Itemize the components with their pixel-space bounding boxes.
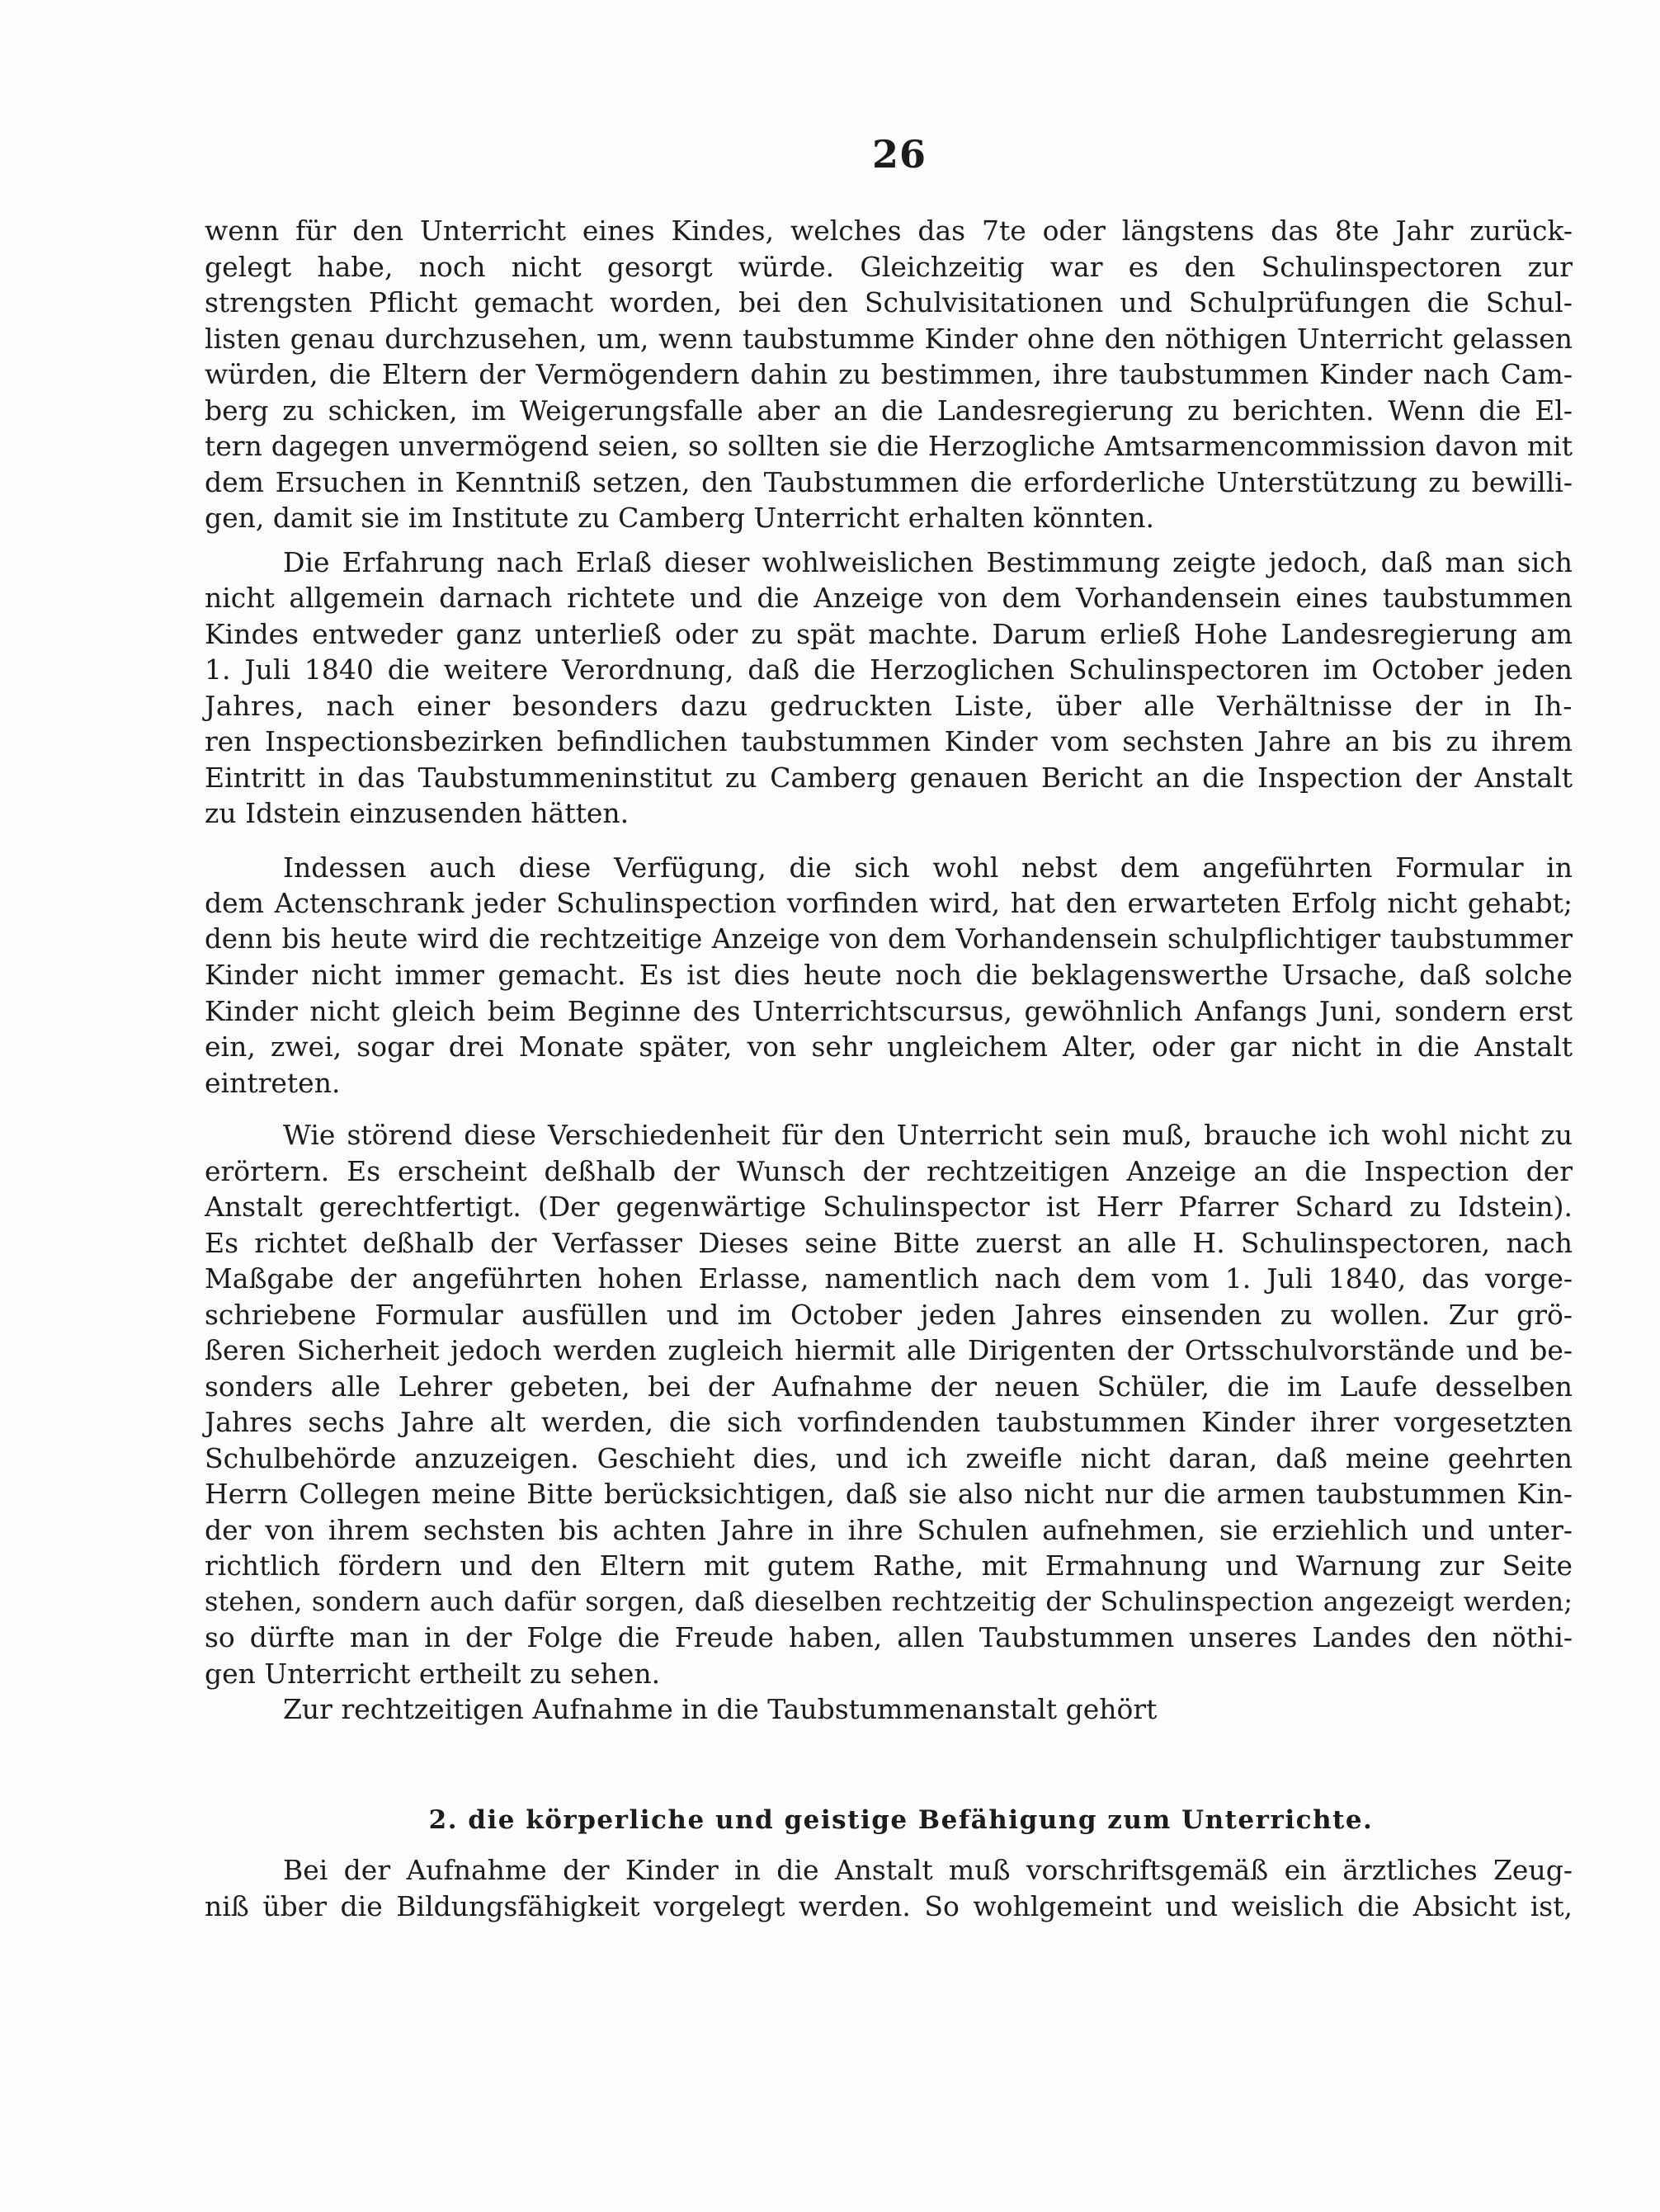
text-line: nicht allgemein darnach richtete und die Anzeige von dem Vorhandensein eines taubstummen	[205, 582, 1573, 614]
tail-paragraph	[205, 1852, 1573, 1924]
text-line: Maßgabe der angeführten hohen Erlasse, namentlich nach dem vom 1. Juli 1840, das vorge-	[205, 1262, 1573, 1295]
text-line: Kinder nicht immer gemacht. Es ist dies heute noch die beklagenswerthe Ursache, daß solche	[205, 959, 1573, 991]
text-line: Kindes entweder ganz unterließ oder zu spät machte. Darum erließ Hohe Landesregierung am	[205, 617, 1573, 650]
text-line: Wie störend diese Verschiedenheit für den Unterricht sein muß, brauche ich wohl nicht zu	[283, 1119, 1573, 1151]
paragraph-3	[205, 850, 1573, 1101]
paragraph-5	[205, 1691, 1573, 1728]
text-line: ren Inspectionsbezirken befindlichen taubstummen Kinder vom sechsten Jahre an bis zu ihrem	[205, 725, 1573, 757]
text-line: der von ihrem sechsten bis achten Jahre in ihre Schulen aufnehmen, sie erziehlich und unter-	[205, 1513, 1573, 1546]
text-line: denn bis heute wird die rechtzeitige Anzeige von dem Vorhandensein schulpflichtiger taubstummer	[205, 922, 1573, 955]
text-line: eintreten.	[205, 1066, 341, 1099]
text-line: Schulbehörde anzuzeigen. Geschieht dies, und ich zweifle nicht daran, daß meine geehrten	[205, 1441, 1573, 1474]
section-heading: 2. die körperliche und geistige Befähigung zum Unterrichte.	[428, 1805, 1374, 1835]
text-line: Kinder nicht gleich beim Beginne des Unterrichtscursus, gewöhnlich Anfangs Juni, sondern erst	[205, 994, 1573, 1027]
text-line: Bei der Aufnahme der Kinder in die Anstalt muß vorschriftsgemäß ein ärztliches Zeug-	[283, 1854, 1573, 1886]
text-line: erörtern. Es erscheint deßhalb der Wunsch der rechtzeitigen Anzeige an die Inspection der	[205, 1154, 1573, 1187]
text-line: tern dagegen unvermögend seien, so sollten sie die Herzogliche Amtsarmencommission davon mit	[205, 430, 1573, 462]
text-line: 1. Juli 1840 die weitere Verordnung, daß die Herzoglichen Schulinspectoren im October jeden	[205, 653, 1573, 686]
text-line: gelegt habe, noch nicht gesorgt würde. Gleichzeitig war es den Schulinspectoren zur	[205, 250, 1573, 283]
text-line: Jahres sechs Jahre alt werden, die sich vorfindenden taubstummen Kinder ihrer vorgesetzten	[205, 1406, 1573, 1438]
text-line: gen, damit sie im Institute zu Camberg Unterricht erhalten könnten.	[205, 502, 1155, 534]
text-line: sonders alle Lehrer gebeten, bei der Aufnahme der neuen Schüler, die im Laufe desselben	[205, 1370, 1573, 1403]
page-number: 26	[871, 132, 927, 177]
text-line: Anstalt gerechtfertigt. (Der gegenwärtige Schulinspector ist Herr Pfarrer Schard zu Idstein).	[205, 1191, 1573, 1223]
text-line: listen genau durchzusehen, um, wenn taubstumme Kinder ohne den nöthigen Unterricht gelassen	[205, 322, 1573, 355]
text-line: stehen, sondern auch dafür sorgen, daß dieselben rechtzeitig der Schulinspection angezeigt werden;	[205, 1585, 1573, 1617]
text-line: ein, zwei, sogar drei Monate später, von sehr ungleichem Alter, oder gar nicht in die Anstalt	[205, 1031, 1573, 1063]
paragraph-4	[205, 1117, 1573, 1691]
text-line: Die Erfahrung nach Erlaß dieser wohlweislichen Bestimmung zeigte jedoch, daß man sich	[283, 545, 1573, 578]
text-line: Eintritt in das Taubstummeninstitut zu Camberg genauen Bericht an die Inspection der Anstalt	[205, 761, 1573, 794]
text-line: Jahres, nach einer besonders dazu gedruckten Liste, über alle Verhältnisse der in Ih-	[205, 689, 1573, 722]
text-line: dem Actenschrank jeder Schulinspection vorfinden wird, hat den erwarteten Erfolg nicht gehabt;	[205, 887, 1573, 919]
text-line: strengsten Pflicht gemacht worden, bei den Schulvisitationen und Schulprüfungen die Schul-	[205, 286, 1573, 318]
text-line: gen Unterricht ertheilt zu sehen.	[205, 1657, 661, 1690]
text-line: zu Idstein einzusenden hätten.	[205, 797, 630, 829]
text-line: berg zu schicken, im Weigerungsfalle aber an die Landesregierung zu berichten. Wenn die El-	[205, 394, 1573, 427]
paragraph-1	[205, 213, 1573, 536]
body-text	[205, 213, 1573, 1728]
text-line: dem Ersuchen in Kenntniß setzen, den Taubstummen die erforderliche Unterstützung zu bewilli-	[205, 465, 1573, 498]
text-line: richtlich fördern und den Eltern mit gutem Rathe, mit Ermahnung und Warnung zur Seite	[205, 1549, 1573, 1582]
text-line: schriebene Formular ausfüllen und im October jeden Jahres einsenden zu wollen. Zur grö-	[205, 1298, 1573, 1331]
text-line: würden, die Eltern der Vermögendern dahin zu bestimmen, ihre taubstummen Kinder nach Cam-	[205, 358, 1573, 390]
text-line: wenn für den Unterricht eines Kindes, welches das 7te oder längstens das 8te Jahr zurück-	[205, 215, 1573, 247]
text-line: ßeren Sicherheit jedoch werden zugleich hiermit alle Dirigenten der Ortsschulvorstände und be-	[205, 1334, 1573, 1366]
text-line: Zur rechtzeitigen Aufnahme in die Taubstummenanstalt gehört	[283, 1693, 1158, 1725]
text-line: Herrn Collegen meine Bitte berücksichtigen, daß sie also nicht nur die armen taubstummen Kin-	[205, 1478, 1573, 1510]
paragraph-2	[205, 545, 1573, 832]
text-line: so dürfte man in der Folge die Freude haben, allen Taubstummen unseres Landes den nöthi-	[205, 1621, 1573, 1653]
text-line: Es richtet deßhalb der Verfasser Dieses seine Bitte zuerst an alle H. Schulinspectoren, nach	[205, 1226, 1573, 1259]
text-line: niß über die Bildungsfähigkeit vorgelegt werden. So wohlgemeint und weislich die Absicht ist,	[205, 1889, 1573, 1922]
text-line: Indessen auch diese Verfügung, die sich wohl nebst dem angeführten Formular in	[283, 851, 1573, 884]
